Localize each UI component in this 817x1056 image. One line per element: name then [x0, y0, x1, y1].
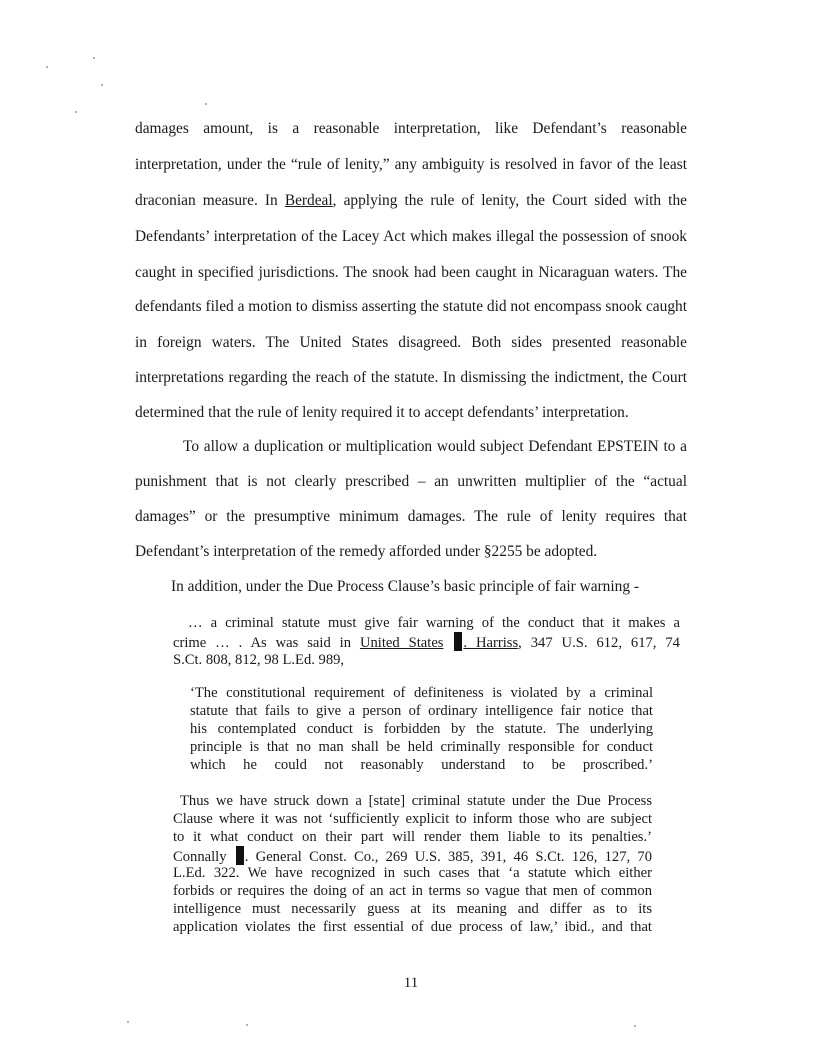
quote-line: L.Ed. 322. We have recognized in such cases that ‘a statute which either [173, 865, 652, 881]
text-line: caught in specified jurisdictions. The snook had been caught in Nicaraguan waters. The [135, 264, 687, 281]
text-line: in foreign waters. The United States disagreed. Both sides presented reasonable [135, 334, 687, 351]
text-line: interpretation, under the “rule of lenity,” any ambiguity is resolved in favor of the least [135, 156, 687, 173]
text-line: Defendant’s interpretation of the remedy afforded under §2255 be adopted. [135, 543, 598, 560]
quote-line: principle is that no man shall be held criminally responsible for conduct [190, 739, 653, 755]
text-line: defendants filed a motion to dismiss asserting the statute did not encompass snook caught [135, 298, 687, 315]
quote-line: his contemplated conduct is forbidden by the statute. The underlying [190, 721, 653, 737]
text-line [135, 191, 687, 211]
redaction-box [236, 846, 244, 865]
text-line: determined that the rule of lenity required it to accept defendants’ interpretation. [135, 404, 629, 421]
quote-line: ‘The constitutional requirement of definiteness is violated by a criminal [190, 685, 653, 701]
text-line: To allow a duplication or multiplication would subject Defendant EPSTEIN to a [183, 438, 687, 455]
quote-line: forbids or requires the doing of an act in terms so vague that men of common [173, 883, 652, 899]
quote-line: S.Ct. 808, 812, 98 L.Ed. 989, [173, 652, 345, 668]
scan-speck [101, 84, 103, 86]
page-number: 11 [403, 975, 419, 991]
paragraph-3: In addition, under the Due Process Clause’s basic principle of fair warning - [171, 578, 640, 595]
text-segment: Connally [173, 849, 234, 865]
scan-speck [246, 1024, 248, 1026]
text-line: Defendants’ interpretation of the Lacey Act which makes illegal the possession of snook [135, 228, 687, 245]
quote-line [173, 846, 652, 866]
text-line: damages amount, is a reasonable interpretation, like Defendant’s reasonable [135, 120, 687, 137]
redaction-box [454, 632, 462, 651]
scan-speck [634, 1025, 636, 1027]
quote-line: Thus we have struck down a [state] criminal statute under the Due Process [180, 793, 652, 809]
quote-line: to it what conduct on their part will render them liable to its penalties.’ [173, 829, 652, 845]
case-name-harriss: . Harriss [463, 635, 519, 651]
case-name-berdeal: Berdeal [284, 192, 333, 209]
text-segment: crime … . As was said in [173, 635, 360, 651]
scan-speck [205, 103, 207, 105]
quote-line: … a criminal statute must give fair warning of the conduct that it makes a [188, 615, 680, 631]
quote-line: which he could not reasonably understand to be proscribed.’ [190, 757, 653, 773]
scan-speck [46, 66, 48, 68]
scan-speck [75, 111, 77, 113]
text-segment: draconian measure. In [135, 192, 285, 209]
text-segment: . General Const. Co., 269 U.S. 385, 391, 46 S.Ct. 126, 127, 70 [244, 849, 652, 865]
quote-line: Clause where it was not ‘sufficiently explicit to inform those who are subject [173, 811, 652, 827]
quote-line: intelligence must necessarily guess at its meaning and differ as to its [173, 901, 652, 917]
quote-line: statute that fails to give a person of ordinary intelligence fair notice that [190, 703, 653, 719]
text-segment: , 347 U.S. 612, 617, 74 [518, 635, 680, 651]
quote-line: application violates the first essential of due process of law,’ ibid., and that [173, 919, 652, 935]
text-line: interpretations regarding the reach of the statute. In dismissing the indictment, the Court [135, 369, 687, 386]
case-name-united-states: United States [359, 635, 444, 651]
quote-line [173, 632, 680, 652]
text-segment: , applying the rule of lenity, the Court sided with the [332, 192, 687, 209]
scan-speck [127, 1021, 129, 1023]
text-line: punishment that is not clearly prescribed – an unwritten multiplier of the “actual [135, 473, 687, 490]
scan-speck [93, 57, 95, 59]
text-line: damages” or the presumptive minimum damages. The rule of lenity requires that [135, 508, 687, 525]
